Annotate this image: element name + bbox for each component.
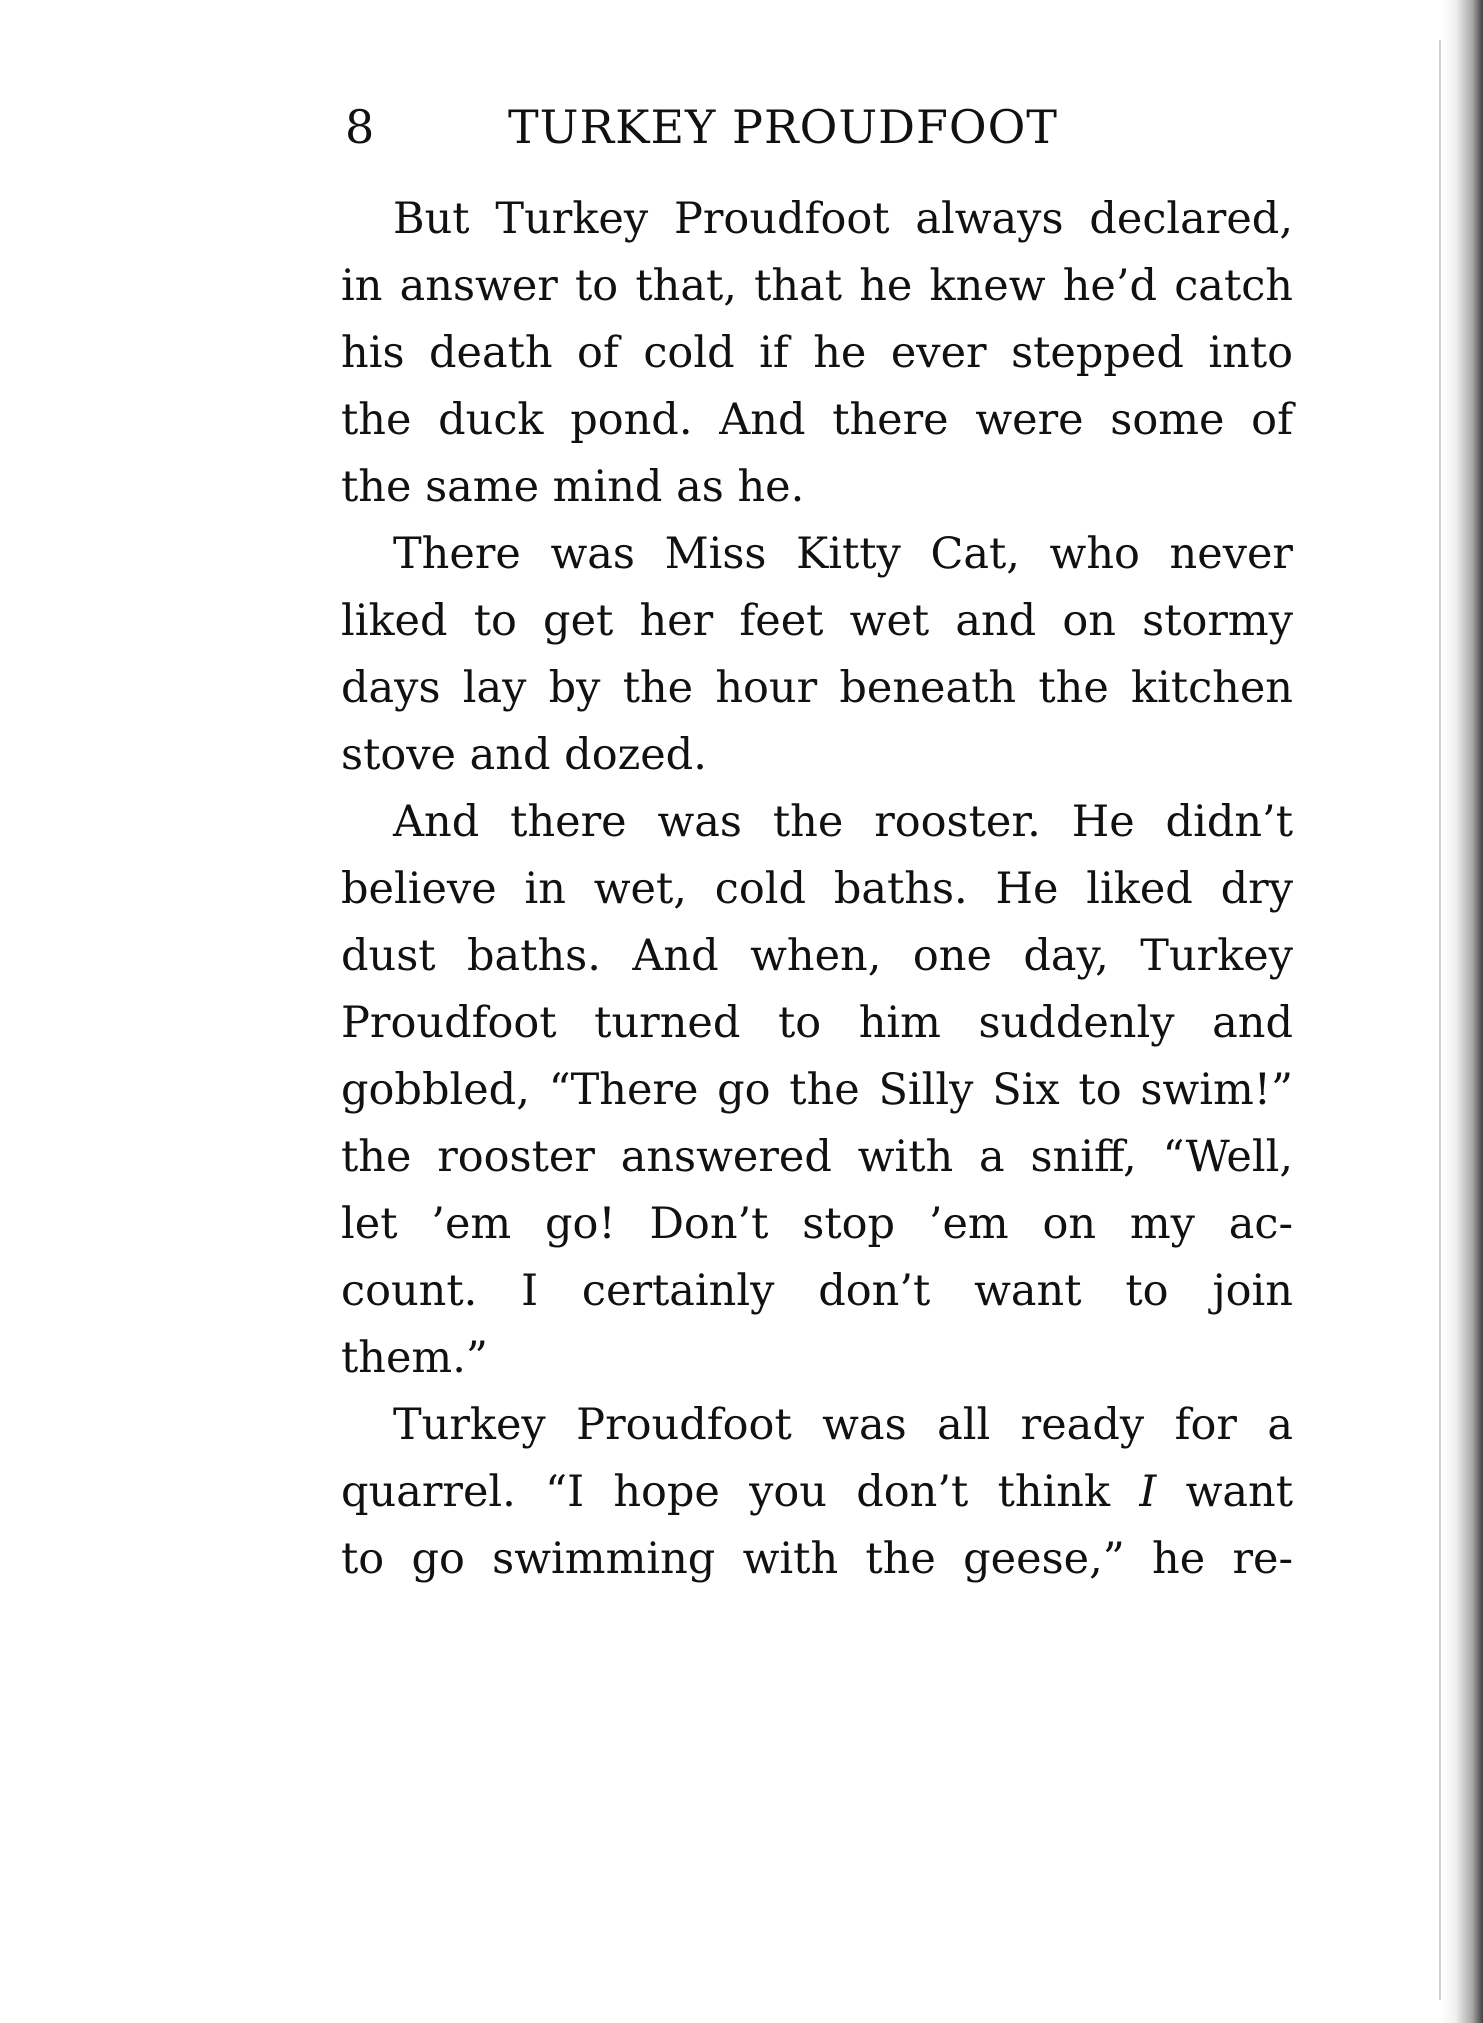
text-line: days lay by the hour beneath the kitchen xyxy=(341,663,1293,713)
text-line: Turkey Proudfoot was all ready for a xyxy=(393,1400,1293,1450)
text-line: the duck pond. And there were some of xyxy=(341,395,1293,445)
page-number: 8 xyxy=(345,100,375,154)
text-line: Proudfoot turned to him suddenly and xyxy=(341,998,1293,1048)
text-line: to go swimming with the geese,” he re- xyxy=(341,1534,1293,1584)
text-line: But Turkey Proudfoot always declared, xyxy=(393,194,1293,244)
text-line: gobbled, “There go the Silly Six to swim!” xyxy=(341,1065,1293,1115)
text-line: quarrel. “I hope you don’t think I want xyxy=(341,1467,1293,1517)
text-line: There was Miss Kitty Cat, who never xyxy=(393,529,1293,579)
text-line: the rooster answered with a sniff, “Well, xyxy=(341,1132,1293,1182)
text-line: the same mind as he. xyxy=(341,462,805,512)
text-line: liked to get her feet wet and on stormy xyxy=(341,596,1293,646)
text-line: them.” xyxy=(341,1333,488,1383)
text-line: in answer to that, that he knew he’d catch xyxy=(341,261,1293,311)
text-line: stove and dozed. xyxy=(341,730,707,780)
text-line: his death of cold if he ever stepped into xyxy=(341,328,1293,378)
body-text xyxy=(341,186,1293,1593)
text-line: believe in wet, cold baths. He liked dry xyxy=(341,864,1293,914)
text-line: dust baths. And when, one day, Turkey xyxy=(341,931,1293,981)
scan-edge-shadow xyxy=(1441,0,1483,2023)
text-line: And there was the rooster. He didn’t xyxy=(393,797,1293,847)
text-line: count. I certainly don’t want to join xyxy=(341,1266,1293,1316)
running-title: TURKEY PROUDFOOT xyxy=(508,100,1058,154)
page-header xyxy=(341,92,1301,162)
text-line: let ’em go! Don’t stop ’em on my ac- xyxy=(341,1199,1293,1249)
